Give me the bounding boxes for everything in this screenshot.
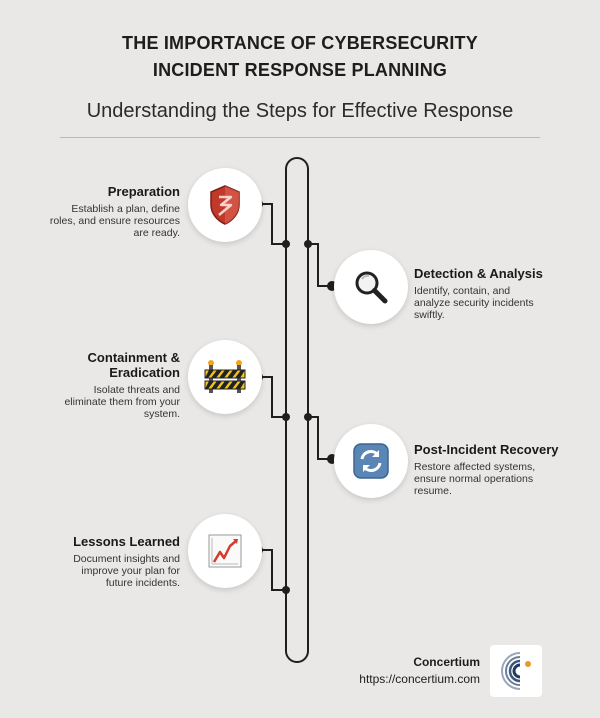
step-icon-circle xyxy=(188,168,262,242)
node-dot xyxy=(282,586,290,594)
step-preparation xyxy=(40,184,180,239)
label-line: Eradication xyxy=(109,365,180,380)
node-dot xyxy=(282,240,290,248)
node-dot xyxy=(282,413,290,421)
desc-line: swiftly. xyxy=(414,309,445,321)
desc-line: Restore affected systems, xyxy=(414,461,536,473)
magnifier-icon xyxy=(351,267,391,307)
connector-lessons xyxy=(258,550,286,590)
connector-recovery xyxy=(308,417,332,459)
connector-containment xyxy=(258,377,286,417)
node-dot xyxy=(304,240,312,248)
node-dot xyxy=(304,413,312,421)
step-icon-circle xyxy=(334,424,408,498)
connector-preparation xyxy=(258,204,286,244)
label-line: Containment & xyxy=(87,350,180,365)
desc-line: Document insights and xyxy=(73,553,180,565)
step-description xyxy=(414,461,574,497)
step-icon-circle xyxy=(334,250,408,324)
desc-line: Identify, contain, and xyxy=(414,285,511,297)
title-line-2: INCIDENT RESPONSE PLANNING xyxy=(152,60,448,80)
desc-line: analyze security incidents xyxy=(414,297,534,309)
step-icon-circle xyxy=(188,340,262,414)
desc-line: resume. xyxy=(414,485,452,497)
connector-detection xyxy=(308,244,332,286)
step-detection-analysis xyxy=(414,266,574,321)
step-label: Detection & Analysis xyxy=(414,266,543,281)
step-lessons-learned xyxy=(40,534,180,589)
barrier-icon xyxy=(203,359,247,395)
step-label: Preparation xyxy=(107,184,180,199)
shield-icon xyxy=(205,183,245,227)
step-label xyxy=(40,350,180,380)
desc-line: Isolate threats and xyxy=(93,384,180,396)
step-icon-circle xyxy=(188,514,262,588)
title-line-1: THE IMPORTANCE OF CYBERSECURITY xyxy=(122,33,478,53)
concertium-logo xyxy=(490,645,542,697)
desc-line: Establish a plan, define xyxy=(71,203,180,215)
step-description xyxy=(40,553,180,589)
step-description xyxy=(40,384,180,420)
step-description xyxy=(414,285,574,321)
step-label: Post-Incident Recovery xyxy=(414,442,559,457)
desc-line: eliminate them from your xyxy=(64,396,180,408)
desc-line: future incidents. xyxy=(105,577,180,589)
company-url[interactable]: https://concertium.com xyxy=(359,672,480,686)
logo-mark xyxy=(490,645,542,697)
subtitle: Understanding the Steps for Effective Response xyxy=(86,100,514,122)
desc-line: improve your plan for xyxy=(81,565,180,577)
company-name: Concertium xyxy=(413,655,480,669)
timeline-track xyxy=(286,158,308,662)
chart-trend-icon xyxy=(206,532,244,570)
step-label: Lessons Learned xyxy=(73,534,180,549)
step-description xyxy=(40,203,180,239)
desc-line: system. xyxy=(143,408,180,420)
desc-line: ensure normal operations xyxy=(414,473,534,485)
desc-line: are ready. xyxy=(133,227,180,239)
desc-line: roles, and ensure resources xyxy=(49,215,180,227)
step-post-incident-recovery xyxy=(414,442,574,497)
refresh-icon xyxy=(352,442,390,480)
step-containment-eradication xyxy=(40,350,180,420)
